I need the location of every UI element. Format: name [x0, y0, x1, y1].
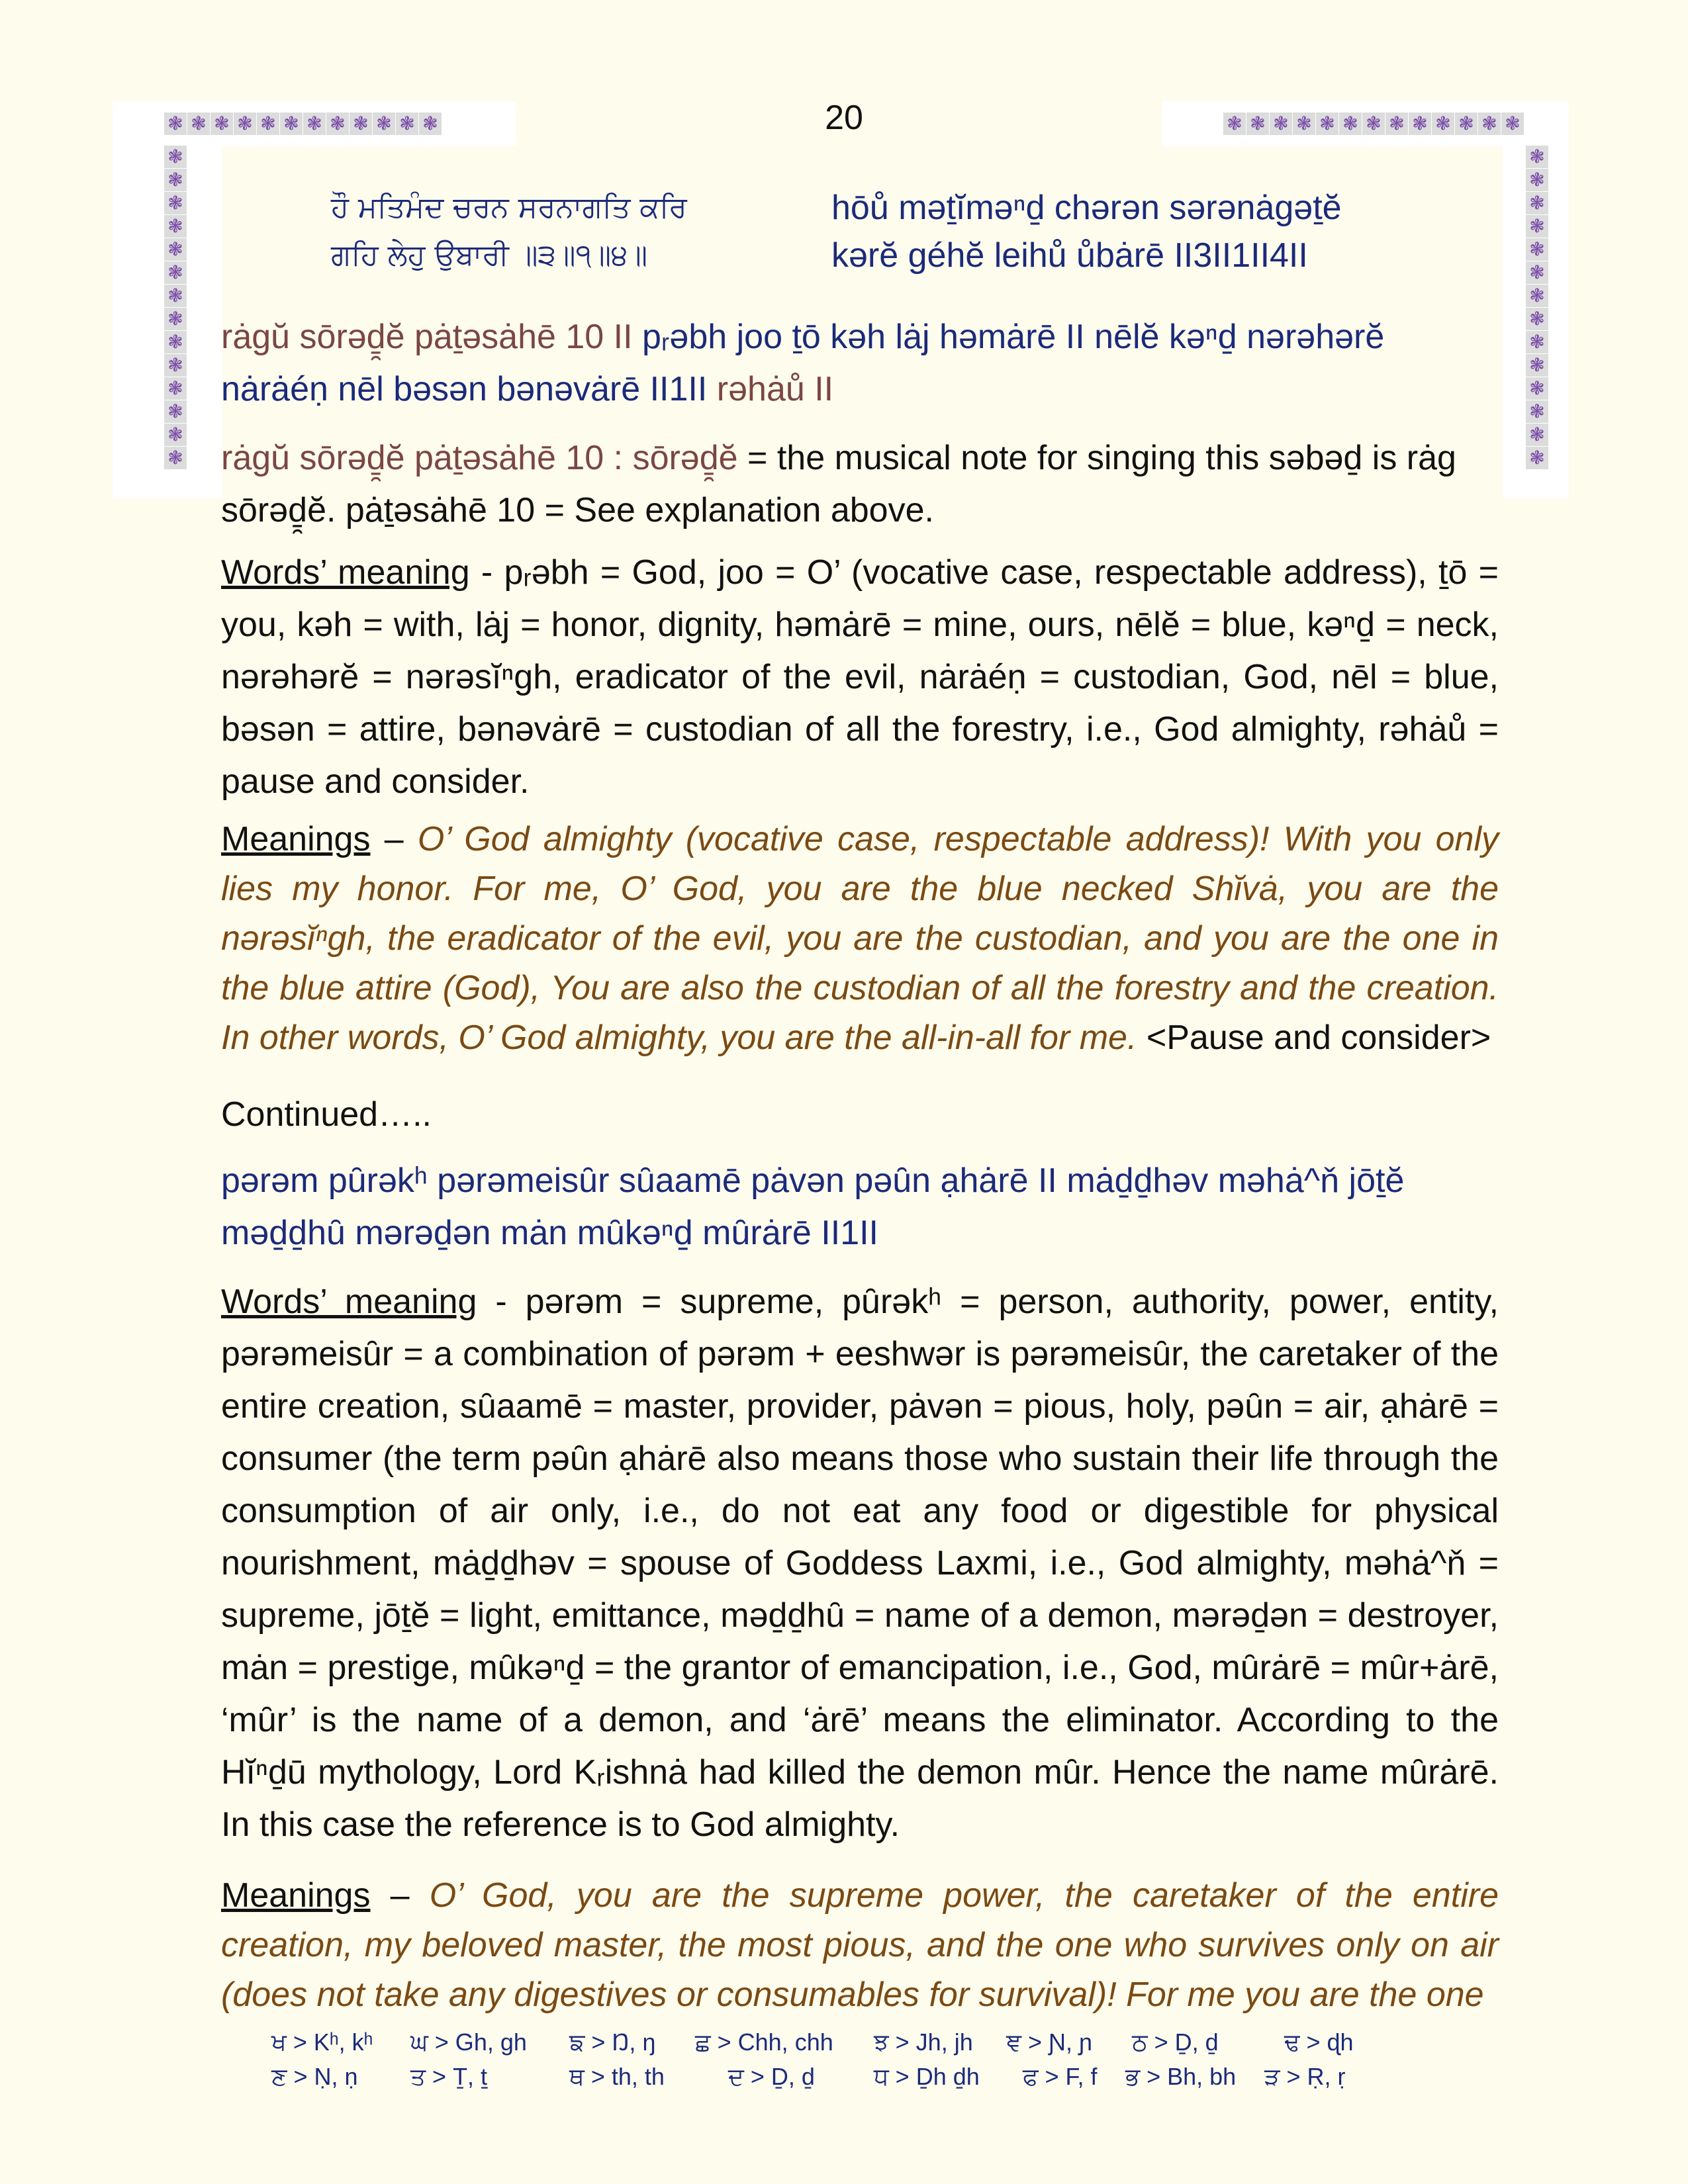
flower-ornament-icon: ❃ — [1526, 447, 1548, 469]
flower-ornament-icon: ❃ — [1526, 424, 1548, 446]
flower-ornament-icon: ❃ — [164, 238, 187, 261]
flower-ornament-icon: ❃ — [1526, 238, 1548, 261]
flower-ornament-icon: ❃ — [1293, 113, 1315, 135]
legend-item: ਞ > Ɲ, ɲ — [1006, 2028, 1093, 2056]
legend-item: ਭ > Bh, bh — [1125, 2063, 1237, 2090]
words-meaning-1 — [221, 547, 1499, 808]
words-meaning-2 — [221, 1276, 1499, 1851]
flower-ornament-icon: ❃ — [1362, 113, 1385, 135]
flower-ornament-icon: ❃ — [1223, 113, 1246, 135]
ornament-border-left — [164, 146, 187, 469]
legend-item: ਛ > Chh, chh — [695, 2028, 833, 2056]
stanza-2: pərəm pȗrəkʰ pərəmeisȗr sȗaamē pȧvən pəȗn ạhȧrē II mȧḏḏhəv məhȧ^ň jōṯĕ məḏḏhȗ mərəḏən mȧn mȗkəⁿḏ mȗrȧrē II1II — [221, 1161, 1405, 1252]
rag-explanation — [221, 432, 1500, 537]
flower-ornament-icon: ❃ — [280, 113, 303, 135]
flower-ornament-icon: ❃ — [1526, 400, 1548, 423]
rahau-marker: rəhȧů II — [716, 370, 834, 408]
legend-item: ਫ > F, f — [1023, 2063, 1098, 2090]
rag-explanation-text: = the musical note for singing this səbəḏ is rȧg sōrəḏ̯ĕ. pȧṯəsȧhē 10 = See explanation above. — [221, 439, 1456, 529]
flower-ornament-icon: ❃ — [1526, 215, 1548, 238]
flower-ornament-icon: ❃ — [1526, 169, 1548, 191]
ornament-border-right — [1526, 146, 1548, 469]
meanings-heading-2: Meanings — [221, 1876, 371, 1915]
pause-note: <Pause and consider> — [1146, 1019, 1491, 1057]
flower-ornament-icon: ❃ — [373, 113, 395, 135]
flower-ornament-icon: ❃ — [1316, 113, 1338, 135]
flower-ornament-icon: ❃ — [1455, 113, 1477, 135]
flower-ornament-icon: ❃ — [1526, 146, 1548, 168]
flower-ornament-icon: ❃ — [350, 113, 372, 135]
legend-item: ਤ > Ṯ, ṯ — [410, 2063, 488, 2090]
legend-item: ਙ > Ŋ, ŋ — [569, 2028, 656, 2056]
gurmukhi-line-1: ਹੌ ਮਤਿਮੰਦ ਚਰਨ ਸਰਨਾਗਤਿ ਕਰਿ — [331, 191, 687, 224]
words-meaning-body-2: - pərəm = supreme, pȗrəkʰ = person, authority, power, entity, pərəmeisȗr = a combination of pərəm + eeshwər is pərəmeisȗr, the caretaker of the entire creation, sȗaamē = master, provider, pȧvən = pious, holy, pəȗn = air, ạhȧrē = consumer (the term pəȗn ạhȧrē also means those who sustain their life through the consumption of air only, i.e., do not eat any food or digestible for physical nourishment, mȧḏḏhəv = spouse of Goddess Laxmi, i.e., God almighty, məhȧ^ň = supreme, jōṯĕ = light, emittance, məḏḏhȗ = name of a demon, mərəḏən = destroyer, mȧn = prestige, mȗkəⁿḏ = the grantor of emancipation, i.e., God, mȗrȧrē = mȗr+ȧrē, ‘mȗr’ is the name of a demon, and ‘ȧrē’ means the eliminator. According to the Hĭⁿḏū mythology, Lord Kᵣishnȧ had killed the demon mȗr. Hence the name mȗrȧrē. In this case the reference is to God almighty. — [221, 1283, 1499, 1844]
flower-ornament-icon: ❃ — [164, 400, 187, 423]
legend-item: ਘ > Gh, gh — [410, 2028, 527, 2056]
rag-explanation-term: rȧgŭ sōrəḏ̯ĕ pȧṯəsȧhē 10 : sōrəḏ̯ĕ — [221, 439, 738, 477]
transliterated-verse — [831, 184, 1342, 279]
legend-item: ੜ > Ṛ, ṛ — [1264, 2063, 1346, 2090]
flower-ornament-icon: ❃ — [164, 192, 187, 214]
legend-item: ਧ > Ḏh ḏh — [874, 2063, 980, 2090]
flower-ornament-icon: ❃ — [1526, 331, 1548, 353]
flower-ornament-icon: ❃ — [1478, 113, 1501, 135]
words-meaning-heading-2: Words’ meaning — [221, 1283, 477, 1321]
flower-ornament-icon: ❃ — [1501, 113, 1524, 135]
legend-item: ਥ > th, th — [569, 2063, 665, 2090]
flower-ornament-icon: ❃ — [1526, 261, 1548, 284]
words-meaning-body: - pᵣəbh = God, joo = O’ (vocative case, respectable address), ṯō = you, kəh = with, lȧj = honor, dignity, həmȧrē = mine, ours, nēlĕ = blue, kəⁿḏ = neck, nərəhərĕ = nərəsĭⁿgh, eradicator of the evil, nȧrȧéṇ = custodian, God, nēl = blue, bəsən = attire, bənəvȧrē = custodian of all the forestry, i.e., God almighty, rəhȧů = pause and consider. — [221, 553, 1499, 801]
words-meaning-heading: Words’ meaning — [221, 553, 470, 592]
flower-ornament-icon: ❃ — [326, 113, 349, 135]
flower-ornament-icon: ❃ — [164, 113, 187, 135]
flower-ornament-icon: ❃ — [234, 113, 256, 135]
flower-ornament-icon: ❃ — [419, 113, 442, 135]
flower-ornament-icon: ❃ — [1526, 285, 1548, 307]
flower-ornament-icon: ❃ — [1526, 354, 1548, 377]
flower-ornament-icon: ❃ — [164, 331, 187, 353]
meanings-text-2: O’ God, you are the supreme power, the caretaker of the entire creation, my beloved master, the most pious, and the one who survives only on air (does not take any digestives or consumables for survival)! For me you are the one — [221, 1876, 1499, 2014]
flower-ornament-icon: ❃ — [164, 424, 187, 446]
transliteration-line-1: hōů məṯĭməⁿḏ chərən sərənȧgəṯĕ — [831, 189, 1342, 227]
flower-ornament-icon: ❃ — [187, 113, 210, 135]
meanings-heading: Meanings — [221, 820, 371, 858]
rag-heading: rȧgŭ sōrəḏ̯ĕ pȧṯəsȧhē 10 II — [221, 318, 633, 356]
gurmukhi-line-2: ਗਹਿ ਲੇਹੁ ਉਬਾਰੀ ॥੩॥੧॥੪॥ — [331, 238, 648, 272]
legend-item: ਦ > Ḏ, ḏ — [728, 2063, 815, 2090]
flower-ornament-icon: ❃ — [164, 308, 187, 330]
transliteration-line-2: kərĕ géhĕ leihů ůbȧrē II3II1II4II — [831, 236, 1308, 275]
legend-row-1 — [271, 2025, 1383, 2060]
flower-ornament-icon: ❃ — [164, 261, 187, 284]
flower-ornament-icon: ❃ — [1526, 308, 1548, 330]
flower-ornament-icon: ❃ — [164, 215, 187, 238]
flower-ornament-icon: ❃ — [1409, 113, 1431, 135]
flower-ornament-icon: ❃ — [1432, 113, 1454, 135]
meanings-1 — [221, 815, 1499, 1063]
stanza-1 — [221, 311, 1500, 416]
meanings-dash-2: – — [390, 1876, 410, 1915]
flower-ornament-icon: ❃ — [303, 113, 326, 135]
flower-ornament-icon: ❃ — [396, 113, 418, 135]
flower-ornament-icon: ❃ — [164, 447, 187, 469]
flower-ornament-icon: ❃ — [211, 113, 233, 135]
stanza-1-text: pᵣəbh joo ṯō kəh lȧj həmȧrē II nēlĕ kəⁿḏ nərəhərĕ nȧrȧéṇ nēl bəsən bənəvȧrē II1II — [221, 318, 1385, 408]
meanings-dash: – — [384, 820, 404, 858]
meanings-text: O’ God almighty (vocative case, respectable address)! With you only lies my honor. For me, O’ God, you are the blue necked Shĭvȧ, you are the nərəsĭⁿgh, the eradicator of the evil, you are the custodian, and you are the one in the blue attire (God), You are also the custodian of all the forestry and the creation. In other words, O’ God almighty, you are the all-in-all for me. — [221, 820, 1499, 1057]
flower-ornament-icon: ❃ — [1270, 113, 1292, 135]
gurmukhi-verse — [331, 184, 687, 279]
flower-ornament-icon: ❃ — [164, 285, 187, 307]
flower-ornament-icon: ❃ — [257, 113, 279, 135]
flower-ornament-icon: ❃ — [164, 146, 187, 168]
flower-ornament-icon: ❃ — [1385, 113, 1408, 135]
flower-ornament-icon: ❃ — [1246, 113, 1269, 135]
legend-item: ਠ > Ḏ, ḏ — [1132, 2028, 1219, 2056]
legend-row-2 — [271, 2060, 1383, 2094]
legend-item: ਢ > ɖh — [1284, 2028, 1354, 2056]
legend-item: ਣ > Ṇ, ṇ — [271, 2063, 358, 2090]
legend-item: ਝ > Jh, jh — [874, 2028, 973, 2056]
flower-ornament-icon: ❃ — [1339, 113, 1362, 135]
flower-ornament-icon: ❃ — [164, 354, 187, 377]
page-number: 20 — [825, 99, 863, 137]
legend-item: ਖ > Kʰ, kʰ — [271, 2028, 373, 2056]
pronunciation-legend — [271, 2025, 1383, 2094]
flower-ornament-icon: ❃ — [164, 169, 187, 191]
meanings-2 — [221, 1871, 1499, 2020]
flower-ornament-icon: ❃ — [164, 377, 187, 400]
flower-ornament-icon: ❃ — [1526, 377, 1548, 400]
continued-label: Continued….. — [221, 1095, 432, 1134]
flower-ornament-icon: ❃ — [1526, 192, 1548, 214]
